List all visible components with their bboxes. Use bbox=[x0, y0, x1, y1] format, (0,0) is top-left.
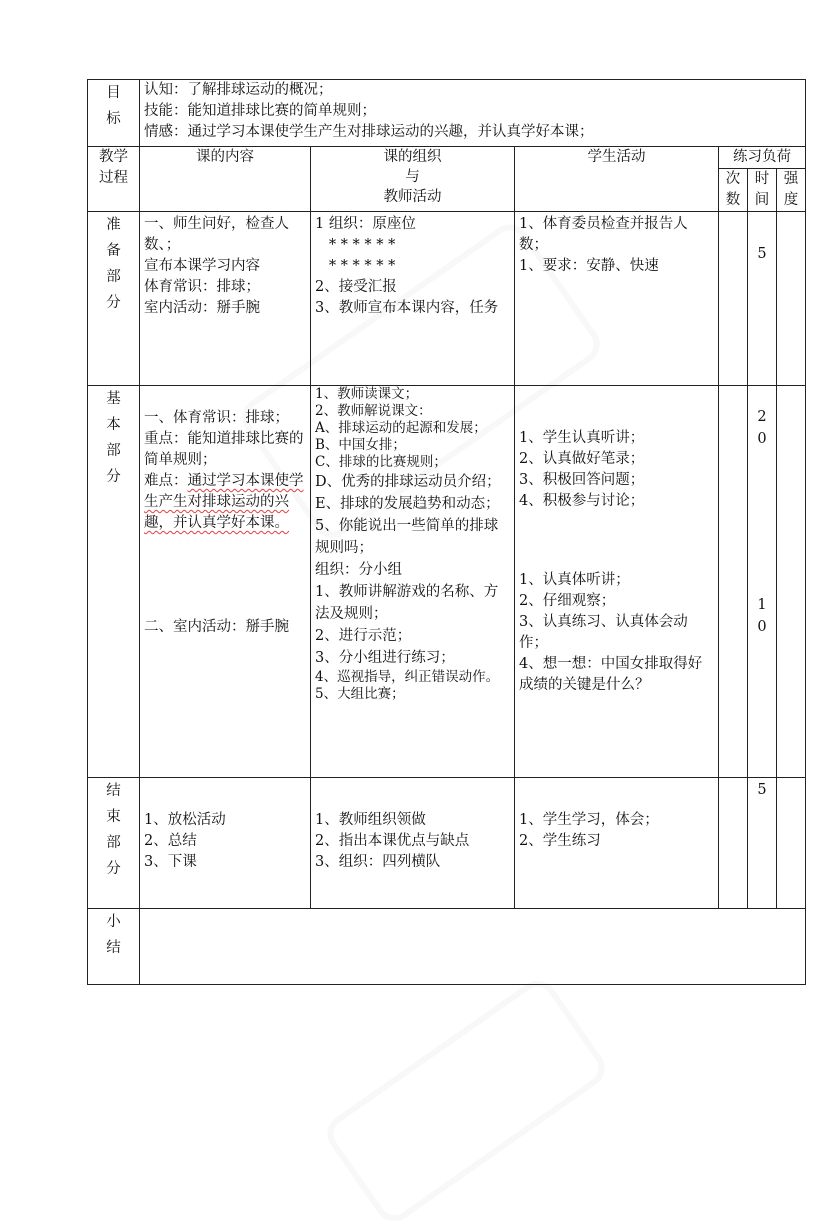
end-content: 1、放松活动 2、总结 3、下课 bbox=[140, 778, 311, 909]
end-label: 结 束 部 分 bbox=[88, 778, 140, 909]
prep-times bbox=[719, 212, 748, 386]
header-student: 学生活动 bbox=[515, 147, 719, 212]
header-times: 次 数 bbox=[719, 169, 748, 212]
summary-row bbox=[88, 909, 806, 985]
summary-cell bbox=[140, 909, 806, 985]
prep-row bbox=[88, 212, 806, 386]
objectives-row bbox=[88, 80, 806, 147]
end-times bbox=[719, 778, 748, 909]
prep-label: 准 备 部 分 bbox=[88, 212, 140, 386]
basic-time: 2 0 1 0 bbox=[748, 386, 777, 778]
basic-student: 1、学生认真听讲； 2、认真做好笔录； 3、积极回答问题； 4、积极参与讨论； 1、认真体听讲； 2、仔细观察； 3、认真练习、认真体会动作； 4、想一想：中国女排取得好成绩的关键是什么？ bbox=[515, 386, 719, 778]
summary-label: 小 结 bbox=[88, 909, 140, 985]
objectives-cell bbox=[140, 80, 806, 147]
basic-label: 基 本 部 分 bbox=[88, 386, 140, 778]
end-student: 1、学生学习，体会； 2、学生练习 bbox=[515, 778, 719, 909]
prep-intensity bbox=[777, 212, 806, 386]
difficulty-text: 通过学习本课使学生产生对排球运动的兴趣，并认真学好本课。 bbox=[144, 473, 304, 531]
header-intensity: 强 度 bbox=[777, 169, 806, 212]
basic-intensity bbox=[777, 386, 806, 778]
end-intensity bbox=[777, 778, 806, 909]
header-content: 课的内容 bbox=[140, 147, 311, 212]
prep-time: 5 bbox=[748, 212, 777, 386]
watermark bbox=[320, 973, 613, 1229]
basic-organization: 1、教师读课文； 2、教师解说课文： A、排球运动的起源和发展； B、中国女排； C、排球的比赛规则； D、优秀的排球运动员介绍； E、排球的发展趋势和动态； 5、你能说出一些简单的排球规则吗； 组织：分小组 1、教师讲解游戏的名称、方法及规则； 2、进行示范； 3、分小组进行练习； 4、巡视指导，纠正错误动作。 5、大组比赛； bbox=[311, 386, 515, 778]
objective-cognitive: 认知：了解排球运动的概况； bbox=[144, 82, 333, 98]
objectives-label: 目 标 bbox=[88, 80, 140, 147]
header-organization: 课的组织 与 教师活动 bbox=[311, 147, 515, 212]
end-time: 5 bbox=[748, 778, 777, 909]
basic-content: 一、体育常识：排球； 重点：能知道排球比赛的简单规则； 难点：通过学习本课使学生产生对排球运动的兴趣，并认真学好本课。 二、室内活动：掰手腕 bbox=[140, 386, 311, 778]
basic-activity: 二、室内活动：掰手腕 bbox=[144, 619, 289, 635]
basic-times bbox=[719, 386, 748, 778]
end-organization: 1、教师组织领做 2、指出本课优点与缺点 3、组织：四列横队 bbox=[311, 778, 515, 909]
objective-skill: 技能：能知道排球比赛的简单规则； bbox=[144, 103, 376, 119]
lesson-plan-table bbox=[87, 79, 806, 985]
prep-content: 一、师生问好，检查人数、； 宣布本课学习内容 体育常识：排球； 室内活动：掰手腕 bbox=[140, 212, 311, 386]
end-row bbox=[88, 778, 806, 909]
prep-student: 1、体育委员检查并报告人数； 1、要求：安静、快速 bbox=[515, 212, 719, 386]
objective-affective: 情感：通过学习本课使学生产生对排球运动的兴趣，并认真学好本课； bbox=[144, 124, 594, 140]
header-duration: 时 间 bbox=[748, 169, 777, 212]
header-load: 练习负荷 bbox=[719, 147, 806, 169]
prep-organization: 1 组织：原座位 * * * * * * * * * * * * 2、接受汇报 3、教师宣布本课内容，任务 bbox=[311, 212, 515, 386]
header-process: 教学 过程 bbox=[88, 147, 140, 212]
header-row bbox=[88, 147, 806, 169]
basic-row bbox=[88, 386, 806, 778]
